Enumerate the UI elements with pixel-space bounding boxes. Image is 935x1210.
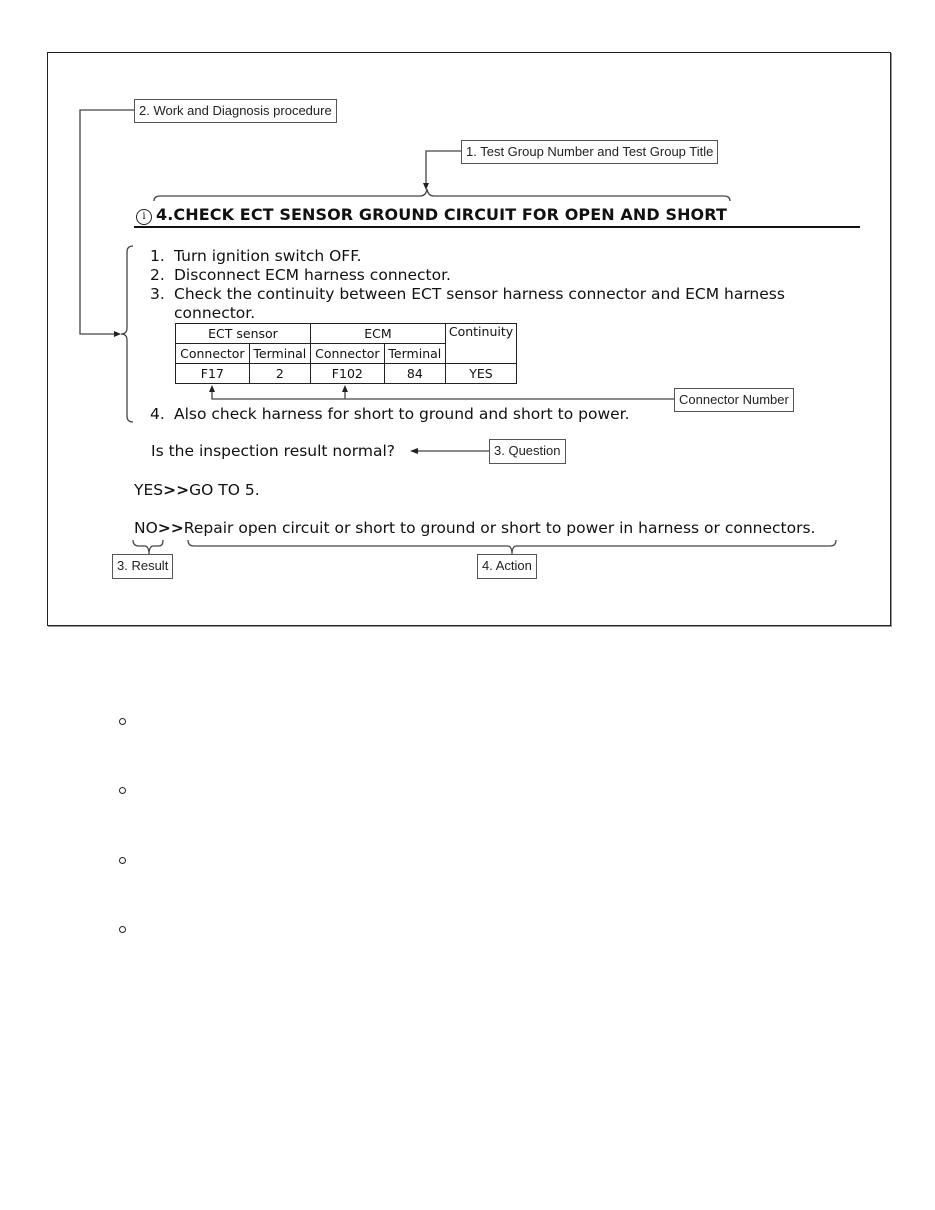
question-callout: 3. Question bbox=[489, 439, 566, 464]
continuity-table bbox=[175, 323, 517, 384]
hollow-bullet-icon bbox=[119, 857, 126, 864]
table-cell: F102 bbox=[311, 364, 385, 384]
connector-number-callout: Connector Number bbox=[674, 388, 794, 412]
step-1: 1. Turn ignition switch OFF. bbox=[150, 247, 362, 265]
table-group-header: ECM bbox=[311, 324, 446, 344]
table-cell: YES bbox=[446, 364, 517, 384]
table-sub-header: Connector bbox=[176, 344, 250, 364]
table-sub-header: Terminal bbox=[249, 344, 310, 364]
table-sub-header: Connector bbox=[311, 344, 385, 364]
table-cell: F17 bbox=[176, 364, 250, 384]
title-underline bbox=[134, 226, 860, 228]
table-cell: 84 bbox=[384, 364, 445, 384]
table-cell: 2 bbox=[249, 364, 310, 384]
test-group-title bbox=[136, 205, 727, 225]
table-sub-header: Terminal bbox=[384, 344, 445, 364]
result-callout: 3. Result bbox=[112, 554, 173, 579]
step-4: 4. Also check harness for short to ground and short to power. bbox=[150, 405, 630, 423]
hollow-bullet-icon bbox=[119, 787, 126, 794]
title-text: 4.CHECK ECT SENSOR GROUND CIRCUIT FOR OPEN AND SHORT bbox=[156, 205, 727, 224]
hollow-bullet-icon bbox=[119, 926, 126, 933]
info-circle-icon: i bbox=[136, 209, 152, 225]
table-group-header: ECT sensor bbox=[176, 324, 311, 344]
work-diagnosis-procedure-callout: 2. Work and Diagnosis procedure bbox=[134, 99, 337, 123]
table-group-header: Continuity bbox=[446, 324, 517, 364]
no-result-line: NO>>Repair open circuit or short to ground or short to power in harness or connectors. bbox=[134, 519, 816, 537]
test-group-callout: 1. Test Group Number and Test Group Title bbox=[461, 140, 718, 164]
step-2: 2. Disconnect ECM harness connector. bbox=[150, 266, 451, 284]
step-3-continuation: connector. bbox=[174, 304, 256, 322]
action-callout: 4. Action bbox=[477, 554, 537, 579]
hollow-bullet-icon bbox=[119, 718, 126, 725]
step-3: 3. Check the continuity between ECT sensor harness connector and ECM harness bbox=[150, 285, 785, 303]
table-row bbox=[176, 364, 517, 384]
inspection-question: Is the inspection result normal? bbox=[151, 442, 395, 460]
yes-result-line: YES>>GO TO 5. bbox=[134, 481, 260, 499]
